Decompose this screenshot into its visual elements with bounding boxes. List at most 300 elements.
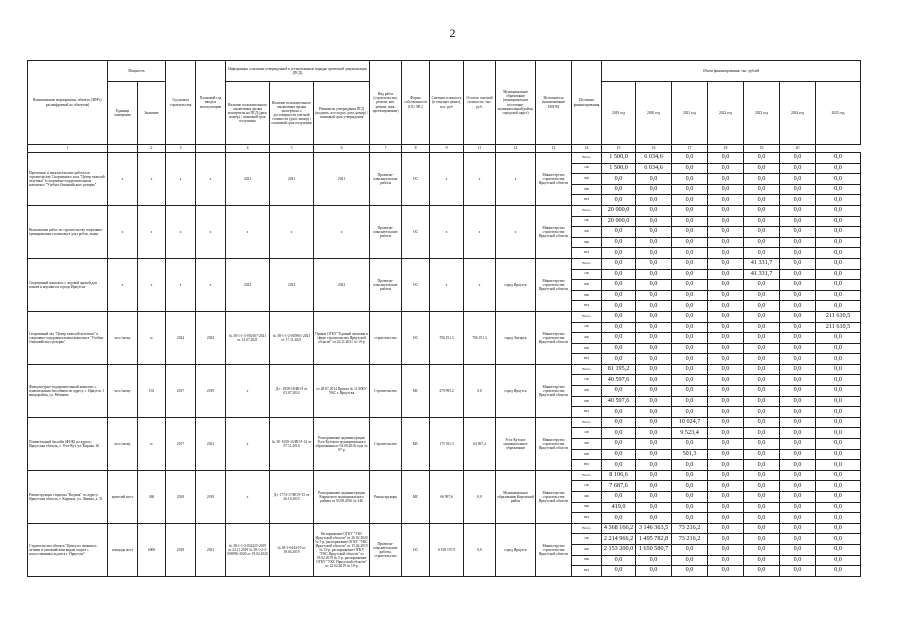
municipality: Муниципальное образование Киренский район <box>496 470 536 523</box>
funding-value: 3 146 363,5 <box>636 523 672 534</box>
funding-value: 0,0 <box>816 248 861 259</box>
funding-value: 0,0 <box>672 163 708 174</box>
plan-year: 2021 <box>196 417 226 470</box>
col-number: 16 <box>636 145 672 153</box>
funding-value: 0,0 <box>708 460 744 471</box>
funding-value: 0,0 <box>744 163 780 174</box>
funding-value: 0,0 <box>708 290 744 301</box>
funding-value: 0,0 <box>780 417 816 428</box>
funding-value: 0,0 <box>602 237 636 248</box>
funding-value: 0,0 <box>636 555 672 566</box>
funding-value: 0,0 <box>636 322 672 333</box>
funding-value: 0,0 <box>780 513 816 524</box>
funding-value: 1 495 782,8 <box>636 534 672 545</box>
header-unit: Единица измерения <box>108 82 138 145</box>
funding-source: ВИ <box>572 248 602 259</box>
funding-value: 0,0 <box>780 555 816 566</box>
municipality: город Иркутск <box>496 258 536 311</box>
funding-value: 0,0 <box>816 407 861 418</box>
funding-value: 0,0 <box>780 269 816 280</box>
funding-value: 0,0 <box>636 364 672 375</box>
funding-value: 0,0 <box>602 439 636 450</box>
funding-value: 40 597,6 <box>602 396 636 407</box>
funding-source: Всего <box>572 417 602 428</box>
funding-value: 0,0 <box>780 205 816 216</box>
executor: Министерство строительства Иркутской области <box>536 205 572 258</box>
funding-value: 0,0 <box>816 449 861 460</box>
docs-approval: Приказ ОГКУ "Единый заказчик в сфере строительства Иркутской области" от 22.11.2021 № 19-р <box>314 311 370 364</box>
funding-value: 0,0 <box>708 566 744 577</box>
funding-value: 6 034,6 <box>636 163 672 174</box>
funding-value: 0,0 <box>672 269 708 280</box>
capacity-unit: площадь мест <box>108 523 138 576</box>
funding-value: 0,0 <box>816 470 861 481</box>
funding-value: 0,0 <box>672 470 708 481</box>
funding-value: 0,0 <box>708 502 744 513</box>
docs-expertise: х <box>226 417 270 470</box>
funding-value: 0,0 <box>816 439 861 450</box>
funding-value: 0,0 <box>708 396 744 407</box>
docs-expertise: № 38-1-1-3-030167-2021 от 14.07.2021 <box>226 311 270 364</box>
docs-approval: х <box>314 205 370 258</box>
funding-value: 0,0 <box>636 502 672 513</box>
funding-source: ОБ <box>572 375 602 386</box>
funding-value: 0,0 <box>602 407 636 418</box>
funding-value: 0,0 <box>636 428 672 439</box>
funding-value: 0,0 <box>636 396 672 407</box>
funding-value: 0,0 <box>602 227 636 238</box>
year-start: 2017 <box>166 364 196 417</box>
table-row <box>28 153 861 164</box>
funding-value: 0,0 <box>816 195 861 206</box>
funding-value: 0,0 <box>672 237 708 248</box>
header-year-start: Год начала строительства <box>166 61 196 145</box>
funding-source: ОБ <box>572 428 602 439</box>
funding-value: 0,0 <box>816 301 861 312</box>
funding-value: 0,0 <box>816 227 861 238</box>
municipality: х <box>496 205 536 258</box>
funding-value: 0,0 <box>816 343 861 354</box>
funding-value: 0,0 <box>744 544 780 555</box>
funding-value: 0,0 <box>672 322 708 333</box>
funding-value: 0,0 <box>780 311 816 322</box>
funding-value: 0,0 <box>636 195 672 206</box>
col-number: 17 <box>672 145 708 153</box>
funding-value: 0,0 <box>636 513 672 524</box>
remaining-cost: х <box>464 205 496 258</box>
funding-value: 211 610,5 <box>816 311 861 322</box>
remaining-cost: х <box>464 258 496 311</box>
funding-source: ОБ <box>572 269 602 280</box>
funding-value: 0,0 <box>708 439 744 450</box>
funding-value: 0,0 <box>744 481 780 492</box>
funding-source: ОБ <box>572 163 602 174</box>
funding-value: 0,0 <box>672 375 708 386</box>
funding-value: 1 500,0 <box>602 153 636 164</box>
header-docs-a: Наличие положительного заключения органа экспертизы на ПСД (дата, номер) / плановый срок получения <box>226 82 270 145</box>
funding-source: МБ <box>572 449 602 460</box>
funding-value: 0,0 <box>708 280 744 291</box>
funding-value: 0,0 <box>636 470 672 481</box>
funding-value: 0,0 <box>708 216 744 227</box>
page-number: 2 <box>449 26 456 40</box>
funding-value: 0,0 <box>636 481 672 492</box>
funding-value: 0,0 <box>744 417 780 428</box>
funding-value: 0,0 <box>672 555 708 566</box>
docs-approval: 2021 <box>314 153 370 206</box>
funding-value: 0,0 <box>780 492 816 503</box>
funding-value: 0,0 <box>672 364 708 375</box>
year-start: 2017 <box>166 417 196 470</box>
capacity-value: 360 <box>138 470 166 523</box>
funding-value: 0,0 <box>780 153 816 164</box>
col-number: 9 <box>430 145 464 153</box>
municipality: город Иркутск <box>496 523 536 576</box>
funding-value: 0,0 <box>672 216 708 227</box>
funding-value: 0,0 <box>816 269 861 280</box>
plan-year: х <box>196 258 226 311</box>
funding-value: 0,0 <box>602 333 636 344</box>
header-year-2019: 2019 год <box>602 82 636 145</box>
funding-source: МБ <box>572 290 602 301</box>
funding-source: ФБ <box>572 280 602 291</box>
estimated-cost: х <box>430 153 464 206</box>
docs-cost-check: 2023 <box>270 258 314 311</box>
funding-value: 0,0 <box>816 386 861 397</box>
funding-source: Всего <box>572 258 602 269</box>
docs-expertise: № 38-1-1-3-032225-2019 от 24.11.2019 № 38-1-2-3-006996-2020 от 19.02.2020 <box>226 523 270 576</box>
funding-value: 0,0 <box>744 470 780 481</box>
table-row <box>28 470 861 481</box>
object-name: Плавательный бассейн (ФОК) по адресу: Иркутская область, г. Усть-Кут, ул. Кирова, 26 <box>28 417 108 470</box>
funding-value: 0,0 <box>744 301 780 312</box>
funding-value: 1 500,0 <box>602 163 636 174</box>
funding-value: 0,0 <box>636 354 672 365</box>
header-value: Значение <box>138 82 166 145</box>
funding-value: 0,0 <box>636 407 672 418</box>
table-row <box>28 417 861 428</box>
docs-cost-check: х <box>270 205 314 258</box>
docs-expertise: х <box>226 470 270 523</box>
funding-value: 0,0 <box>816 354 861 365</box>
funding-value: 0,0 <box>672 396 708 407</box>
capacity-value: н <box>138 417 166 470</box>
col-number: 19 <box>744 145 780 153</box>
plan-year: х <box>196 205 226 258</box>
funding-value: 0,0 <box>708 301 744 312</box>
table-row <box>28 523 861 534</box>
funding-value: 0,0 <box>780 195 816 206</box>
funding-value: 0,0 <box>672 227 708 238</box>
funding-value: 0,0 <box>708 544 744 555</box>
funding-value: 0,0 <box>672 290 708 301</box>
funding-value: 0,0 <box>780 333 816 344</box>
year-start: х <box>166 153 196 206</box>
docs-expertise: х <box>226 364 270 417</box>
executor: Министерство строительства Иркутской области <box>536 364 572 417</box>
funding-value: 0,0 <box>780 428 816 439</box>
funding-value: 0,0 <box>708 375 744 386</box>
funding-value: 0,0 <box>744 322 780 333</box>
executor: Министерство строительства Иркутской области <box>536 258 572 311</box>
funding-value: 10 024,7 <box>672 417 708 428</box>
funding-value: 0,0 <box>744 290 780 301</box>
funding-value: 40 597,6 <box>602 375 636 386</box>
table-row <box>28 311 861 322</box>
funding-value: 0,0 <box>708 174 744 185</box>
funding-value: 0,0 <box>636 333 672 344</box>
funding-value: 0,0 <box>780 470 816 481</box>
funding-value: 0,0 <box>602 301 636 312</box>
funding-value: 0,0 <box>744 364 780 375</box>
docs-expertise: х <box>226 205 270 258</box>
remaining-cost: 64 697,4 <box>464 417 496 470</box>
funding-value: 0,0 <box>602 386 636 397</box>
funding-value: 0,0 <box>708 153 744 164</box>
executor: Министерство строительства Иркутской области <box>536 311 572 364</box>
work-type: Строительство <box>370 417 402 470</box>
funding-value: 20 000,0 <box>602 205 636 216</box>
funding-value: 81 195,2 <box>602 364 636 375</box>
remaining-cost: 706 191,3 <box>464 311 496 364</box>
year-start: 2024 <box>166 311 196 364</box>
funding-value: 0,0 <box>780 439 816 450</box>
object-name: Реконструкция стадиона "Водник" по адресу: Иркутская область, г. Киренск, ул. Ленина, д. 31 <box>28 470 108 523</box>
funding-value: 0,0 <box>708 364 744 375</box>
funding-source: Всего <box>572 523 602 534</box>
funding-value: 0,0 <box>672 481 708 492</box>
header-ownership: Форма собственности (ОС/ МС) <box>402 61 430 145</box>
object-name: Физкультурно-оздоровительный комплекс с плавательным бассейном по адресу: г. Иркутск, 1 микрорайон, ул. Рябикова <box>28 364 108 417</box>
year-start: х <box>166 205 196 258</box>
plan-year: 2025 <box>196 311 226 364</box>
funding-source: ФБ <box>572 174 602 185</box>
funding-source: Всего <box>572 311 602 322</box>
funding-value: 0,0 <box>816 428 861 439</box>
capacity-unit: чел./смену <box>108 311 138 364</box>
funding-value: 0,0 <box>780 174 816 185</box>
municipality: город Ангарск <box>496 311 536 364</box>
work-type: Проектно-изыскательские работы <box>370 258 402 311</box>
funding-value: 0,0 <box>780 449 816 460</box>
funding-source: Всего <box>572 153 602 164</box>
funding-value: 0,0 <box>708 470 744 481</box>
funding-value: 0,0 <box>636 566 672 577</box>
object-name: Спортивный зал "Центр тяжелой атлетики" в спортивно-оздоровительном комплексе "Учебно-Олимпийского резерва" <box>28 311 108 364</box>
funding-value: 0,0 <box>672 502 708 513</box>
work-type: Проектно-изыскательские работы, строительство <box>370 523 402 576</box>
funding-value: 41 331,7 <box>744 258 780 269</box>
funding-value: 0,0 <box>744 386 780 397</box>
funding-value: 0,0 <box>636 301 672 312</box>
funding-value: 0,0 <box>744 439 780 450</box>
funding-value: 0,0 <box>672 248 708 259</box>
funding-value: 2 214 966,2 <box>602 534 636 545</box>
funding-value: 2 153 200,0 <box>602 544 636 555</box>
capacity-value: 6000 <box>138 523 166 576</box>
header-year-2023: 2023 год <box>744 82 780 145</box>
capacity-unit: х <box>108 153 138 206</box>
funding-value: 0,0 <box>636 343 672 354</box>
funding-value: 0,0 <box>780 544 816 555</box>
executor: Министерство строительства Иркутской области <box>536 417 572 470</box>
work-type: строительство <box>370 311 402 364</box>
docs-cost-check: Дз - 1858-18/ИОЭ от 03.07.2014 <box>270 364 314 417</box>
year-start: х <box>166 258 196 311</box>
funding-source: Всего <box>572 205 602 216</box>
funding-value: 0,0 <box>602 354 636 365</box>
funding-source: МБ <box>572 396 602 407</box>
header-capacity: Мощность <box>108 61 166 82</box>
funding-value: 0,0 <box>708 523 744 534</box>
funding-value: 0,0 <box>816 163 861 174</box>
executor: Министерство строительства Иркутской области <box>536 470 572 523</box>
header-est-cost: Сметная стоимость (в текущих ценах), тыс. руб. <box>430 61 464 145</box>
header-docs-c: Реквизиты утверждения ПСД (подпись, кто подал, дата, номер) / плановый срок утверждения <box>314 82 370 145</box>
funding-value: 0,0 <box>672 343 708 354</box>
funding-value: 0,0 <box>672 460 708 471</box>
funding-value: 0,0 <box>602 174 636 185</box>
col-number: 5 <box>270 145 314 153</box>
funding-value: 0,0 <box>744 248 780 259</box>
funding-value: 8 106,6 <box>602 470 636 481</box>
docs-expertise: 2021 <box>226 153 270 206</box>
funding-value: 0,0 <box>744 460 780 471</box>
funding-value: 0,0 <box>602 343 636 354</box>
funding-value: 0,0 <box>636 417 672 428</box>
ownership: ОС <box>402 153 430 206</box>
funding-value: 0,0 <box>708 269 744 280</box>
funding-value: 0,0 <box>636 460 672 471</box>
object-name: Проектные и изыскательские работы по строительству Спортивного зала "Центр тяжелой атлетики" в спортивно-оздоровительном комплексе "Учебно-Олимпийского резерва" <box>28 153 108 206</box>
col-number: 4 <box>226 145 270 153</box>
year-start: 2018 <box>166 470 196 523</box>
funding-value: 0,0 <box>780 227 816 238</box>
funding-value: 0,0 <box>780 258 816 269</box>
col-number: 7 <box>370 145 402 153</box>
col-number: 3 <box>166 145 196 153</box>
funding-value: 0,0 <box>780 396 816 407</box>
funding-value: 0,0 <box>744 513 780 524</box>
funding-value: 0,0 <box>744 534 780 545</box>
header-year-2022: 2022 год <box>708 82 744 145</box>
table-body <box>28 153 861 577</box>
funding-value: 0,0 <box>780 290 816 301</box>
funding-value: 0,0 <box>780 364 816 375</box>
table-row <box>28 364 861 375</box>
funding-value: 0,0 <box>744 502 780 513</box>
remaining-cost: 0,0 <box>464 523 496 576</box>
funding-value: 0,0 <box>636 248 672 259</box>
funding-value: 0,0 <box>602 555 636 566</box>
funding-value: 0,0 <box>816 502 861 513</box>
ownership: ОС <box>402 311 430 364</box>
municipality: город Иркутск <box>496 364 536 417</box>
funding-value: 0,0 <box>602 417 636 428</box>
funding-value: 0,0 <box>636 174 672 185</box>
work-type: Строительство <box>370 364 402 417</box>
funding-value: 9 523,4 <box>672 428 708 439</box>
funding-value: 0,0 <box>672 407 708 418</box>
funding-value: 0,0 <box>816 364 861 375</box>
funding-value: 0,0 <box>602 195 636 206</box>
funding-source: ОБ <box>572 216 602 227</box>
capacity-value: х <box>138 205 166 258</box>
executor: Министерство строительства Иркутской области <box>536 523 572 576</box>
header-year-2024: 2024 год <box>780 82 816 145</box>
funding-source: ВИ <box>572 354 602 365</box>
capacity-value: х <box>138 153 166 206</box>
object-name: Выполнение работ по строительству спортивно-тренировочного комплекса для гребли, лыжи <box>28 205 108 258</box>
funding-value: 0,0 <box>780 460 816 471</box>
docs-approval: Распоряжение администрации Усть-Кутского муниципального образования от 03.08.2016 года № 97-р <box>314 417 370 470</box>
funding-value: 0,0 <box>744 184 780 195</box>
docs-cost-check: Дз -1774-17/ИОЭ-15 от 26.10.2015 <box>270 470 314 523</box>
estimated-cost: 175 911,3 <box>430 417 464 470</box>
remaining-cost: 0,0 <box>464 470 496 523</box>
funding-value: 0,0 <box>602 513 636 524</box>
funding-value: 0,0 <box>708 322 744 333</box>
municipality: х <box>496 153 536 206</box>
funding-value: 0,0 <box>636 311 672 322</box>
header-year-2021: 2021 год <box>672 82 708 145</box>
funding-value: 0,0 <box>708 386 744 397</box>
funding-value: 0,0 <box>602 258 636 269</box>
header-remain-cost: Остаток сметной стоимости, тыс. руб. <box>464 61 496 145</box>
col-number: 1 <box>28 145 108 153</box>
funding-value: 0,0 <box>744 205 780 216</box>
funding-value: 0,0 <box>816 460 861 471</box>
column-number-row <box>28 145 861 153</box>
funding-value: 4 368 166,2 <box>602 523 636 534</box>
funding-source: ВИ <box>572 460 602 471</box>
header-funding: Объем финансирования, тыс. рублей <box>602 61 861 82</box>
estimated-cost: 279 995,2 <box>430 364 464 417</box>
funding-value: 0,0 <box>602 280 636 291</box>
funding-value: 0,0 <box>780 354 816 365</box>
funding-value: 0,0 <box>602 184 636 195</box>
funding-value: 0,0 <box>744 280 780 291</box>
funding-source: Всего <box>572 364 602 375</box>
funding-value: 0,0 <box>744 216 780 227</box>
funding-value: 0,0 <box>744 195 780 206</box>
table-row <box>28 258 861 269</box>
funding-value: 0,0 <box>602 428 636 439</box>
funding-value: 0,0 <box>816 566 861 577</box>
funding-value: 0,0 <box>672 354 708 365</box>
plan-year: х <box>196 153 226 206</box>
funding-value: 0,0 <box>602 311 636 322</box>
col-number: 15 <box>602 145 636 153</box>
header-docs-b: Наличие положительного заключения органа экспертизы о достоверности сметной стоимости (дата, номер) / плановый срок получения <box>270 82 314 145</box>
funding-value: 0,0 <box>816 481 861 492</box>
plan-year: 2019 <box>196 364 226 417</box>
funding-value: 0,0 <box>636 237 672 248</box>
plan-year: 2019 <box>196 470 226 523</box>
funding-value: 0,0 <box>636 492 672 503</box>
col-number: 14 <box>572 145 602 153</box>
ownership: ОС <box>402 205 430 258</box>
funding-value: 0,0 <box>816 237 861 248</box>
funding-source: ОБ <box>572 534 602 545</box>
header-municipality: Муниципальное образование (муниципальное поселение, муниципальный район, городской округ) <box>496 61 536 145</box>
funding-value: 0,0 <box>672 333 708 344</box>
funding-value: 211 610,5 <box>816 322 861 333</box>
funding-value: 0,0 <box>602 492 636 503</box>
year-start: 2018 <box>166 523 196 576</box>
funding-value: 0,0 <box>708 333 744 344</box>
funding-value: 0,0 <box>780 322 816 333</box>
